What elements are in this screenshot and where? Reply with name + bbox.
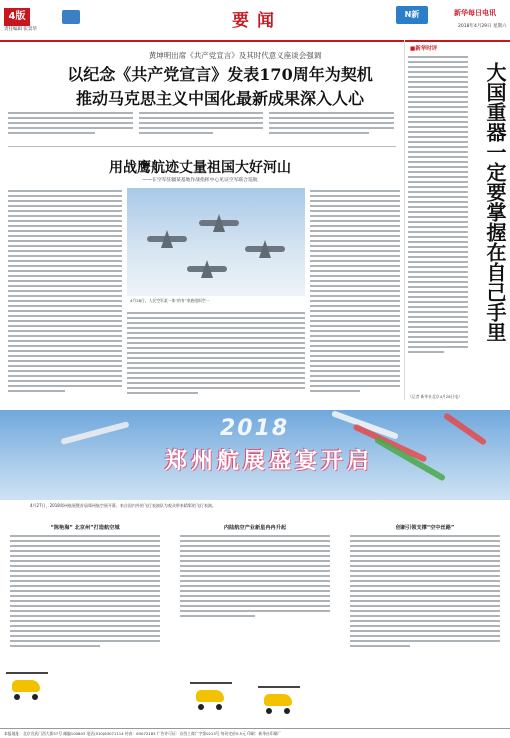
- section-heading: 创新引领支撑“空中丝路”: [395, 525, 455, 531]
- page-meta: 责任编辑 张景华: [4, 27, 37, 32]
- feature-column-right: [310, 190, 400, 402]
- feature-headline: 用战鹰航迹丈量祖国大好河山: [109, 160, 291, 176]
- section-body: [10, 535, 160, 655]
- banner-title: 郑州航展盛宴开启: [165, 448, 374, 474]
- issue-date: 2018年4月29日 星期六: [458, 24, 507, 29]
- airshow-section: [10, 524, 160, 655]
- page-header: [0, 0, 510, 42]
- section-body: [350, 535, 500, 655]
- lead-column: [269, 112, 394, 142]
- paper-name: 新华每日电讯: [454, 9, 496, 17]
- section-heading: “陈艳海” 北京州”打造航空城: [50, 525, 120, 531]
- airshow-intro: 4月27日，2018郑州航展暨首届郑州航空展开幕，来自国内外的飞行表演队为观众带来精彩的飞行表演。: [30, 503, 216, 508]
- sidebar-byline: （记者 新华社北京4月28日电）: [408, 394, 463, 399]
- lead-headline-line1: 以纪念《共产党宣言》发表170周年为契机: [67, 65, 373, 84]
- lead-column: [8, 112, 133, 142]
- feature-subheadline: ——在空军驻疆某基地作战指挥中心见证空军联合巡航: [142, 178, 258, 183]
- airshow-section: [350, 524, 500, 655]
- lead-headline-line2: 推动马克思主义中国化最新成果深入人心: [75, 89, 364, 108]
- jet-icon: [199, 220, 239, 226]
- page-footer: 本报地址：北京宣武门西大街57号 邮编100803 电话(010)63071114 传真：63072183 广告许可证：京西工商广字第0213号 每份定价0.5元 印刷：新华社印刷厂: [0, 728, 510, 738]
- lead-subheadline: 黄坤明出席《共产党宣言》及其时代意义座谈会强调: [148, 51, 322, 60]
- sidebar-title: 大国重器一定要掌握在自己手里: [483, 62, 507, 342]
- feature-column-mid: [127, 312, 305, 402]
- paper-logo-icon: N新: [396, 6, 428, 24]
- section-logo-icon: [62, 10, 80, 24]
- jet-icon: [187, 266, 227, 272]
- gyrocopter-icon: [6, 670, 56, 704]
- jet-icon: [245, 246, 285, 252]
- divider: [8, 146, 396, 147]
- banner-year: 2018: [220, 416, 290, 441]
- gyrocopter-icon: [190, 680, 240, 714]
- airshow-banner: [0, 410, 510, 500]
- gyrocopter-icon: [258, 684, 308, 718]
- section-body: [180, 535, 330, 655]
- page-number: 4版: [4, 8, 30, 26]
- jet-icon: [147, 236, 187, 242]
- sidebar-body: [408, 56, 468, 396]
- lead-body: [8, 112, 394, 142]
- fighter-jets-photo: [127, 188, 305, 296]
- lead-column: [139, 112, 264, 142]
- feature-column-left: [8, 190, 122, 402]
- airshow-section: [180, 524, 330, 655]
- sidebar-label: ■新华时评: [410, 46, 438, 52]
- section-heading: 内陆航空产业新星冉冉升起: [223, 525, 287, 531]
- photo-caption: 4月28日，人民空军某一体”的有”家族组织空一: [130, 298, 210, 303]
- section-title: 要闻: [232, 11, 282, 31]
